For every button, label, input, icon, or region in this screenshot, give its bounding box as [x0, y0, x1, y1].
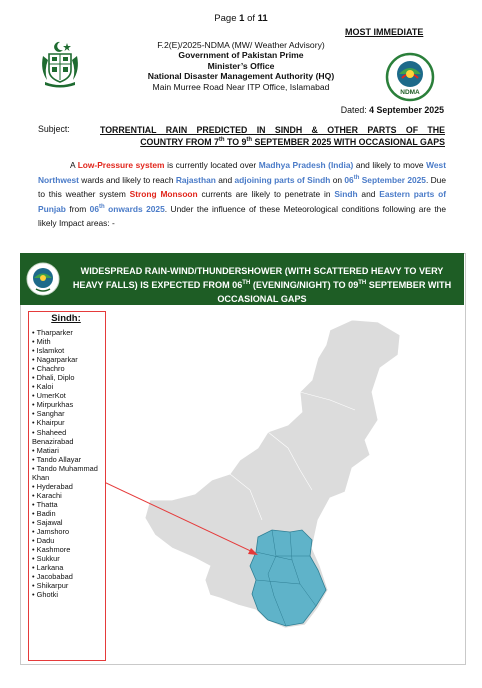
sindh-title: Sindh:: [51, 313, 81, 324]
district-item: • Karachi: [32, 491, 106, 500]
district-item: • Badin: [32, 509, 106, 518]
ndma-logo-icon: [385, 52, 435, 102]
subject-heading: TORRENTIAL RAIN PREDICTED IN SINDH & OTHER PARTS OF THE COUNTRY FROM 7th TO 9th SEPTEMBER 2025 WITH OCCASIONAL GAPS: [100, 125, 445, 147]
district-item: • Hyderabad: [32, 482, 106, 491]
district-item: • Sukkur: [32, 554, 106, 563]
advisory-paragraph: A Low-Pressure system is currently located over Madhya Pradesh (India) and likely to move West Northwest wards and likely to reach Rajasthan and adjoining parts of Sindh on 06th September 2025. Due to this weather system Strong Monsoon currents are likely to penetrate in Sindh and Eastern parts of Punjab from 06th onwards 2025. Under the influence of these Meteorological conditions following are the likely Impact areas: -: [38, 160, 446, 228]
letterhead-line: National Disaster Management Authority (HQ): [147, 71, 335, 82]
subject-label: Subject:: [38, 124, 70, 134]
letterhead-address: Main Murree Road Near ITP Office, Islamabad: [152, 81, 330, 92]
district-item: • Tando Muhammad Khan: [32, 464, 106, 482]
district-item: • Shaheed Benazirabad: [32, 428, 106, 446]
letterhead: [110, 40, 372, 92]
district-item: • Nagarparkar: [32, 355, 106, 364]
district-item: • Shikarpur: [32, 581, 106, 590]
letterhead-line: Minister’s Office: [207, 60, 275, 71]
district-item: • Tharparker: [32, 328, 106, 337]
district-item: • Kashmore: [32, 545, 106, 554]
district-item: • Matiari: [32, 446, 106, 455]
district-item: • Chachro: [32, 364, 106, 373]
district-item: • Jamshoro: [32, 527, 106, 536]
district-list: [32, 328, 106, 599]
district-item: • Sanghar: [32, 409, 106, 418]
district-item: • UmerKot: [32, 391, 106, 400]
district-item: • Islamkot: [32, 346, 106, 355]
district-item: • Kaloi: [32, 382, 106, 391]
district-item: • Mirpurkhas: [32, 400, 106, 409]
district-item: • Dhali, Diplo: [32, 373, 106, 382]
ndma-logo-text: NDMA: [400, 89, 420, 96]
district-item: • Jacobabad: [32, 572, 106, 581]
reference-number: F.2(E)/2025-NDMA (MW/ Weather Advisory): [157, 40, 325, 50]
priority-label: MOST IMMEDIATE: [345, 27, 424, 37]
district-item: • Sajawal: [32, 518, 106, 527]
district-item: • Thatta: [32, 500, 106, 509]
district-item: • Dadu: [32, 536, 106, 545]
district-item: • Larkana: [32, 563, 106, 572]
ndma-logo-icon: [26, 262, 60, 296]
letterhead-line: Government of Pakistan Prime: [178, 50, 304, 61]
page-number: Page 1 of 11: [214, 13, 268, 24]
district-item: • Tando Allayar: [32, 455, 106, 464]
pakistan-map: [105, 300, 460, 660]
district-item: • Khairpur: [32, 418, 106, 427]
district-item: • Mith: [32, 337, 106, 346]
impact-banner-text: WIDESPREAD RAIN-WIND/THUNDERSHOWER (WITH SCATTERED HEAVY TO VERY HEAVY FALLS) IS EXPECTED FROM 06TH (EVENING/NIGHT) TO 09TH SEPTEMBER WITH OCCASIONAL GAPS: [72, 266, 452, 304]
date-line: Dated: 4 September 2025: [340, 105, 444, 115]
government-of-pakistan-emblem-icon: [37, 40, 83, 88]
district-item: • Ghotki: [32, 590, 106, 599]
